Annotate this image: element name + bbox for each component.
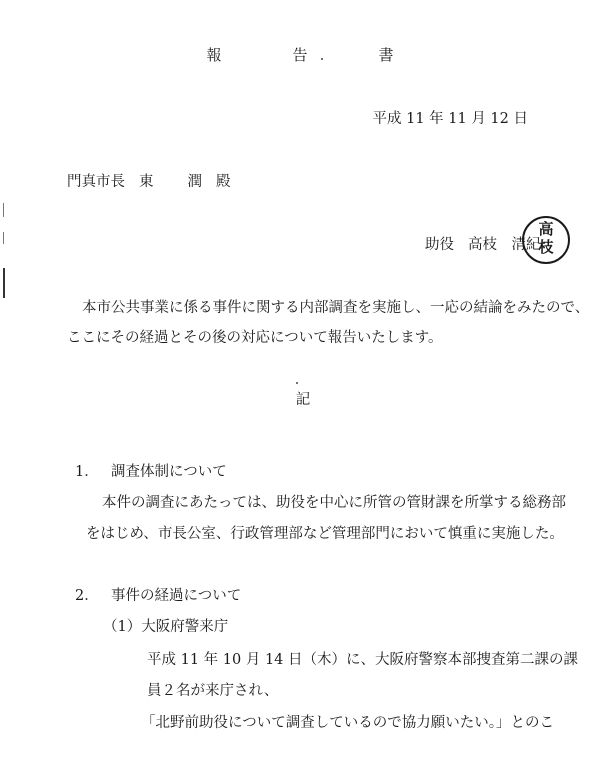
addressee-family-name: 東 xyxy=(139,174,154,190)
seal-character-2: 枝 xyxy=(538,238,554,256)
addressee-given-name: 潤 xyxy=(187,174,202,190)
section-1-line-2: をはじめ、市長公室、行政管理部など管理部門において慎重に実施した。 xyxy=(86,526,564,542)
section-2-number: 2． xyxy=(75,588,99,604)
section-2-subsection: （1）大阪府警来庁 xyxy=(103,619,229,635)
section-2-line-1: 平成 11 年 10 月 14 日（木）に、大阪府警察本部捜査第二課の課 xyxy=(147,652,579,668)
addressee xyxy=(67,170,231,191)
scan-margin-mark xyxy=(3,203,4,217)
sender-name-tail: 紀 xyxy=(526,237,541,253)
addressee-role: 門真市長 xyxy=(67,174,125,190)
scan-margin-mark xyxy=(3,232,4,244)
addressee-honorific: 殿 xyxy=(216,174,231,190)
document-date: 平成 11 年 11 月 12 日 xyxy=(372,111,528,127)
section-2-line-3: 「北野前助役について調査しているので協力願いたい。」とのこ xyxy=(141,715,554,731)
section-1-title: 調査体制について xyxy=(111,464,227,480)
sender-name: 高枝 清 xyxy=(468,237,526,253)
scan-speck xyxy=(296,382,298,384)
intro-line-1: 本市公共事業に係る事件に関する内部調査を実施し、一応の結論をみたので、 xyxy=(82,300,590,316)
section-2-line-2: 員２名が来庁され、 xyxy=(147,683,279,699)
section-2-heading xyxy=(75,584,241,605)
section-1-line-1: 本件の調査にあたっては、助役を中心に所管の管財課を所掌する総務部 xyxy=(102,495,566,511)
seal-character-1: 高 xyxy=(538,220,554,238)
section-1-number: 1． xyxy=(75,464,99,480)
scan-margin-mark xyxy=(3,268,5,298)
section-1-heading xyxy=(75,460,227,481)
section-2-title: 事件の経過について xyxy=(111,588,242,604)
document-title: 報 告 書 xyxy=(206,46,422,64)
ki-heading: 記 xyxy=(295,392,311,408)
intro-line-2: ここにその経過とその後の対応について報告いたします。 xyxy=(67,330,443,346)
sender-role: 助役 xyxy=(425,237,454,253)
personal-seal-stamp xyxy=(522,216,570,264)
